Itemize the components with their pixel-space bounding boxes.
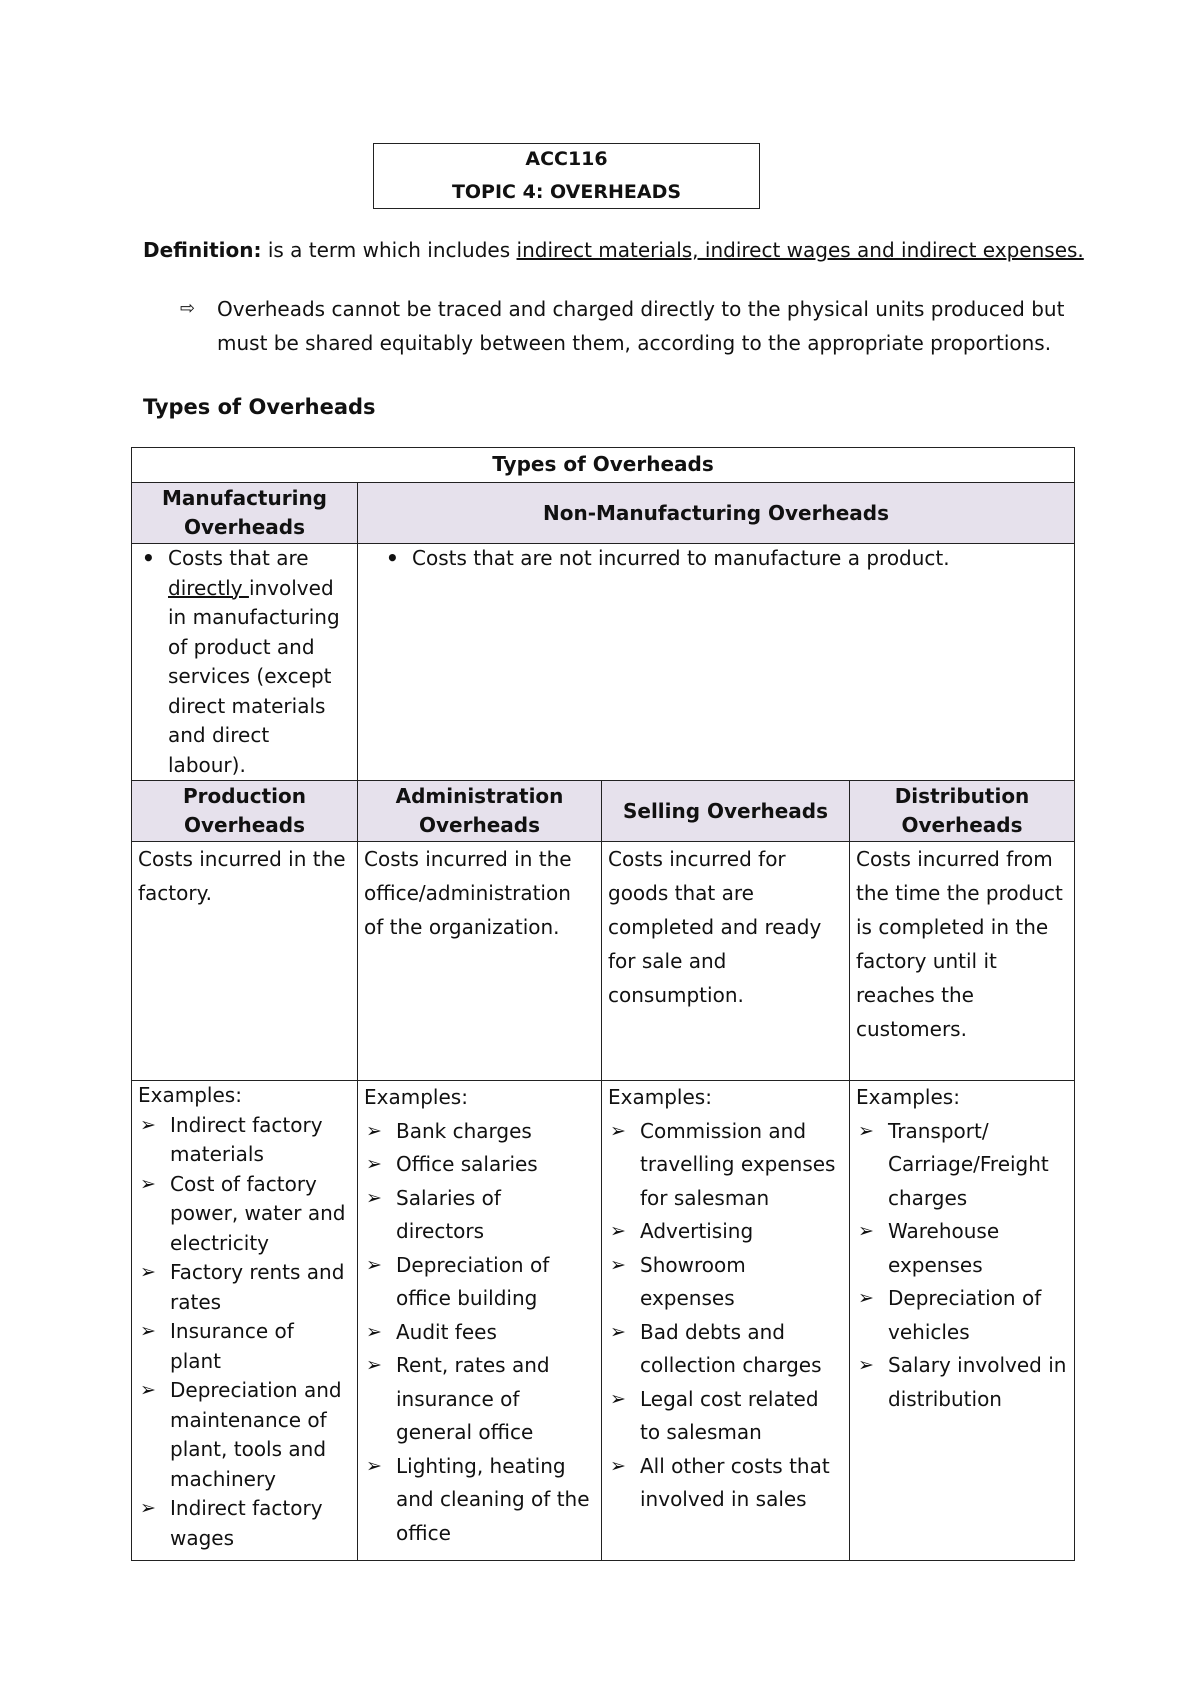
list-item: ➢ Warehouse expenses [888,1215,1068,1282]
selling-examples-list [608,1115,843,1517]
list-item: ➢ Insurance of plant [170,1317,351,1376]
list-item: ➢ Cost of factory power, water and electricity [170,1170,351,1259]
administration-header: Administration Overheads [358,781,602,842]
list-item: ➢ Rent, rates and insurance of general office [396,1349,595,1450]
list-item: ➢ Office salaries [396,1148,595,1182]
definition-text: is a term which includes [261,238,517,262]
list-item: ➢ Depreciation and maintenance of plant, tools and machinery [170,1376,351,1494]
manufacturing-header: Manufacturing Overheads [132,483,358,544]
non-manufacturing-desc: • Costs that are not incurred to manufacture a product. [412,544,1068,574]
administration-examples-list [364,1115,595,1551]
topic-title: TOPIC 4: OVERHEADS [451,181,682,203]
selling-desc: Costs incurred for goods that are completed and ready for sale and consumption. [602,842,850,1081]
selling-examples-cell [602,1081,850,1561]
list-item: ➢ Salaries of directors [396,1182,595,1249]
overheads-note [180,292,1080,360]
manufacturing-desc: • Costs that are directly involved in manufacturing of product and services (except direct materials and direct labour). [168,544,351,780]
examples-label: Examples: [364,1085,468,1109]
non-manufacturing-header: Non-Manufacturing Overheads [358,483,1075,544]
list-item: ➢ Bank charges [396,1115,595,1149]
table-title: Types of Overheads [132,448,1075,483]
production-desc: Costs incurred in the factory. [132,842,358,1081]
administration-examples-cell [358,1081,602,1561]
list-item: ➢ Indirect factory materials [170,1111,351,1170]
note-text: Overheads cannot be traced and charged directly to the physical units produced but must be shared equitably between them, according to the appropriate proportions. [217,297,1065,355]
distribution-header: Distribution Overheads [850,781,1075,842]
list-item: ➢ Commission and travelling expenses for salesman [640,1115,843,1216]
title-box [373,143,760,209]
list-item: ➢ Advertising [640,1215,843,1249]
distribution-desc: Costs incurred from the time the product is completed in the factory until it reaches the customers. [850,842,1075,1081]
production-examples-cell [132,1081,358,1561]
definition-line [143,238,1084,262]
list-item: ➢ Bad debts and collection charges [640,1316,843,1383]
administration-desc: Costs incurred in the office/administration of the organization. [358,842,602,1081]
selling-header: Selling Overheads [602,781,850,842]
distribution-examples-cell [850,1081,1075,1561]
section-heading: Types of Overheads [143,395,376,419]
examples-label: Examples: [608,1085,712,1109]
list-item: ➢ Legal cost related to salesman [640,1383,843,1450]
list-item: ➢ Factory rents and rates [170,1258,351,1317]
list-item: ➢ Depreciation of office building [396,1249,595,1316]
distribution-examples-list [856,1115,1068,1417]
list-item: ➢ Audit fees [396,1316,595,1350]
directly-underlined: directly [168,575,249,600]
list-item: ➢ Showroom expenses [640,1249,843,1316]
right-arrow-outline-icon: ⇨ [180,298,196,319]
production-header: Production Overheads [132,781,358,842]
list-item: ➢ All other costs that involved in sales [640,1450,843,1517]
non-manufacturing-desc-cell [358,544,1075,781]
production-examples-list [138,1111,351,1554]
examples-label: Examples: [138,1083,242,1107]
course-code: ACC116 [525,148,608,170]
list-item: ➢ Lighting, heating and cleaning of the office [396,1450,595,1551]
list-item: ➢ Depreciation of vehicles [888,1282,1068,1349]
definition-underlined: indirect materials, indirect wages and indirect expenses. [516,238,1084,262]
definition-label: Definition: [143,238,262,262]
manufacturing-desc-cell [132,544,358,781]
list-item: ➢ Transport/ Carriage/Freight charges [888,1115,1068,1216]
list-item: ➢ Indirect factory wages [170,1494,351,1553]
list-item: ➢ Salary involved in distribution [888,1349,1068,1416]
examples-label: Examples: [856,1085,960,1109]
overheads-table [131,447,1075,1561]
